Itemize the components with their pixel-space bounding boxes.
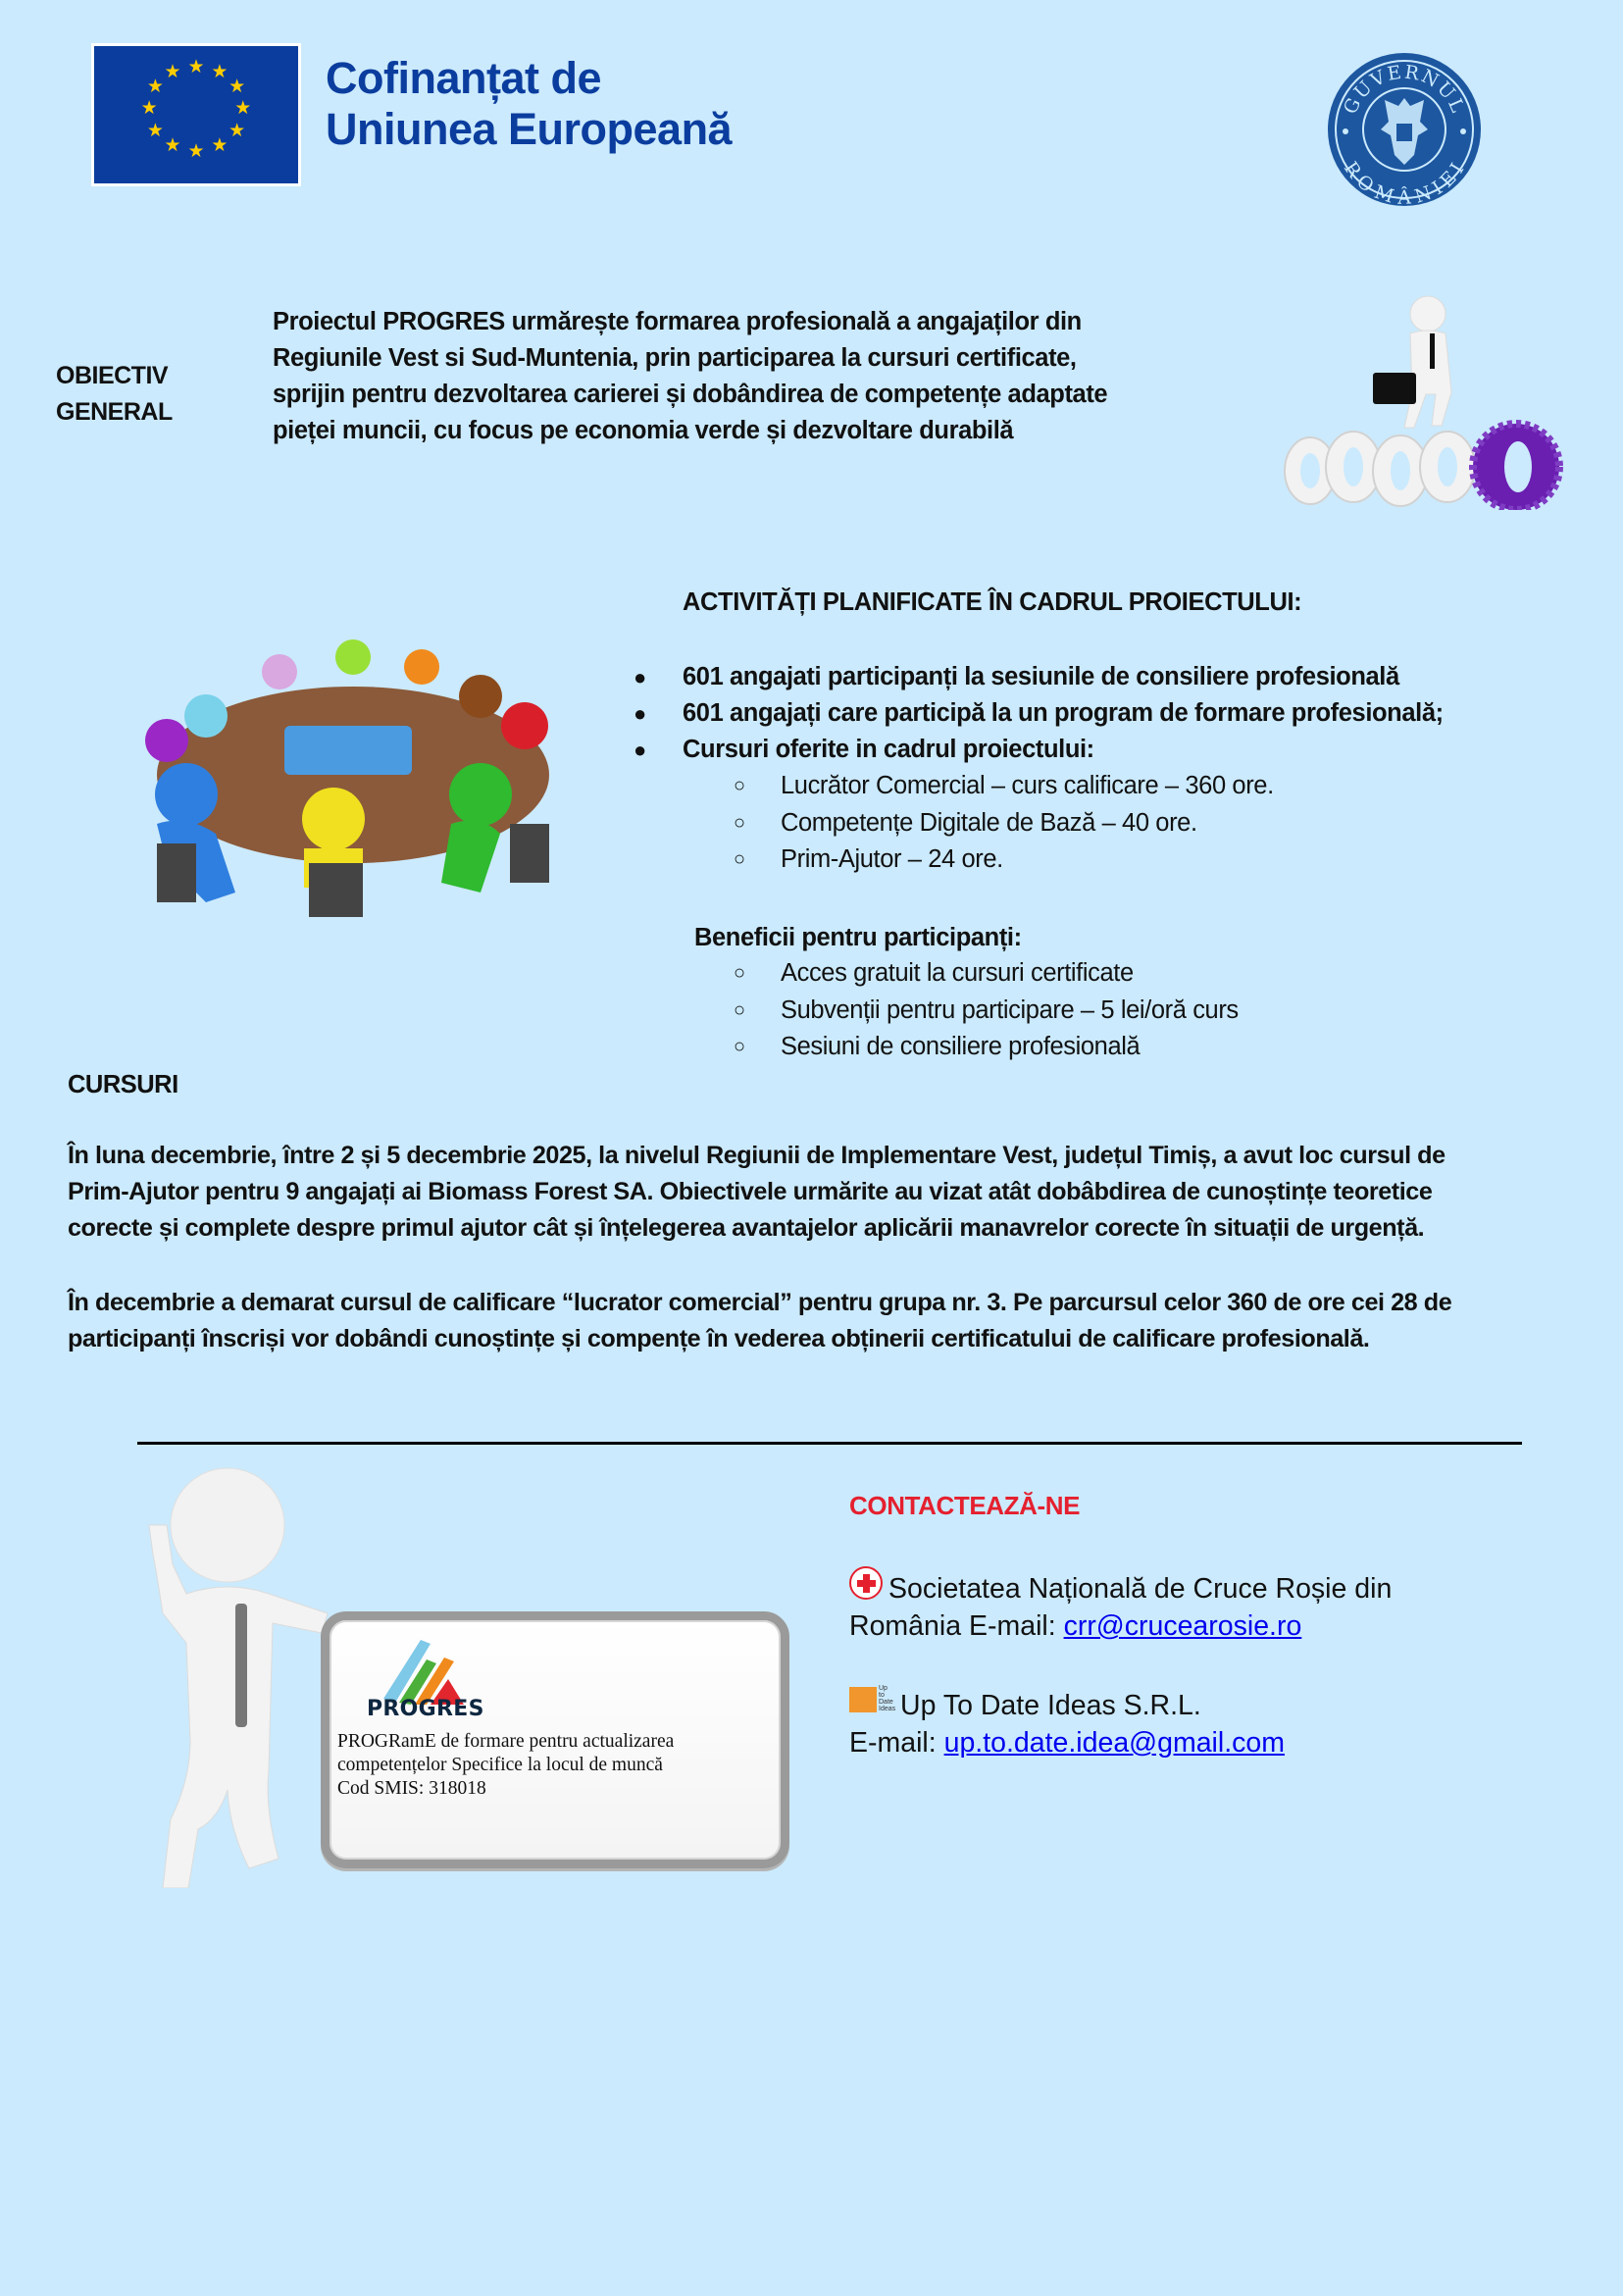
course-item [628,805,1569,842]
star-icon: ★ [228,77,246,97]
star-icon: ★ [234,98,252,120]
objective-line: Regiunile Vest si Sud-Muntenia, prin participarea la cursuri certificate, [273,344,1077,372]
circle-bullet-icon: ○ [734,962,745,984]
star-icon: ★ [140,98,158,120]
benefit-item [628,1029,1510,1066]
benefit-item [628,955,1510,993]
activity-text: Cursuri oferite in cadrul proiectului: [683,736,1094,763]
objective-label-line2: GENERAL [56,398,173,426]
svg-text:GUVERNUL: GUVERNUL [1339,61,1470,118]
sign-line: competențelor Specifice la locul de muncă [337,1755,663,1775]
smis-code: Cod SMIS: 318018 [337,1778,486,1799]
activity-item [628,659,1569,695]
cofinantat-line1: Cofinanțat de [326,53,601,103]
star-icon: ★ [164,62,181,83]
star-icon: ★ [187,57,205,78]
contact-up-to-date-ideas [849,1685,1536,1761]
course-text: Lucrător Comercial – curs calificare – 360 ore. [781,772,1274,799]
figure-leaning-illustration [137,1456,333,1888]
bullet-icon: ● [634,665,646,689]
objective-text [273,304,1234,449]
contact-red-cross [849,1566,1536,1645]
circle-bullet-icon: ○ [734,811,745,834]
activity-item [628,695,1569,732]
contact-title: CONTACTEAZĂ-NE [849,1491,1081,1520]
star-icon: ★ [187,140,205,162]
sign-text [337,1730,788,1801]
paragraph-line: În luna decembrie, între 2 și 5 decembrie 2025, la nivelul Regiunii de Implementare Vest, județul Timiș, a avut loc cursul de [68,1142,1445,1169]
bullet-icon: ● [634,738,646,762]
cursuri-paragraph-1 [68,1138,1607,1247]
activities-list [628,659,1569,879]
circle-bullet-icon: ○ [734,848,745,870]
benefit-text: Acces gratuit la cursuri certificate [781,959,1134,987]
benefit-text: Subvenții pentru participare – 5 lei/oră curs [781,995,1239,1024]
red-cross-email-link[interactable]: crr@crucearosie.ro [1063,1610,1302,1642]
circle-bullet-icon: ○ [734,775,745,796]
star-icon: ★ [146,77,164,97]
benefit-text: Sesiuni de consiliere profesională [781,1033,1141,1060]
org-name-email-label: România E-mail: [849,1610,1064,1642]
star-icon: ★ [211,135,228,157]
objective-line: Proiectul PROGRES urmărește formarea profesională a angajaților din [273,308,1082,335]
circle-bullet-icon: ○ [734,1036,745,1057]
cofinantat-title [326,53,732,155]
course-text: Competențe Digitale de Bază – 40 ore. [781,808,1197,837]
svg-text:ROMÂNIEI: ROMÂNIEI [1339,158,1470,208]
guvernul-romaniei-seal-icon [1326,51,1483,208]
org-name: Up To Date Ideas S.R.L. [900,1690,1201,1721]
cursuri-label: CURSURI [68,1071,178,1098]
up-to-date-ideas-logo-icon [849,1685,896,1714]
paragraph-line: corecte și complete despre primul ajutor cât și înțelegerea avantajelor aplicării manavrelor corecte în situații de urgență. [68,1214,1425,1242]
businessman-gears-illustration [1275,275,1589,510]
star-icon: ★ [164,135,181,157]
objective-label-line1: OBIECTIV [56,362,169,389]
up-to-date-ideas-email-link[interactable]: up.to.date.idea@gmail.com [943,1727,1285,1759]
logo-square [849,1687,877,1712]
progres-sign [321,1611,789,1868]
red-cross-icon [849,1566,883,1600]
paragraph-line: Prim-Ajutor pentru 9 angajați ai Biomass Forest SA. Obiectivele urmărite au vizat atât dobâbdirea de cunoștințe teoretice [68,1178,1433,1205]
activities-title: ACTIVITĂȚI PLANIFICATE ÎN CADRUL PROIECTULUI: [683,588,1302,616]
paragraph-line: În decembrie a demarat cursul de calificare “lucrator comercial” pentru grupa nr. 3. Pe parcursul celor 360 de ore cei 28 de [68,1289,1452,1316]
star-icon: ★ [211,62,228,83]
horizontal-divider [137,1442,1522,1445]
activity-item [628,732,1569,768]
progres-logo-text: PROGRES [367,1697,484,1721]
course-item [628,768,1569,805]
bullet-icon: ● [634,701,646,726]
paragraph-line: participanți înscriși vor dobândi cunoștințe și compențe în vederea obținerii certificatului de calificare profesională. [68,1325,1370,1352]
objective-line: sprijin pentru dezvoltarea carierei și dobândirea de competențe adaptate [273,381,1108,408]
course-item [628,842,1569,879]
star-icon: ★ [228,120,246,141]
cofinantat-line2: Uniunea Europeană [326,104,733,154]
logo-text: Up to Date Ideas [879,1685,896,1712]
activity-text: 601 angajati participanți la sesiunile de consiliere profesională [683,663,1399,690]
circle-bullet-icon: ○ [734,998,745,1021]
course-text: Prim-Ajutor – 24 ore. [781,845,1003,873]
eu-flag-icon [94,46,298,183]
benefits-list [628,955,1510,1066]
sign-line: PROGRamE de formare pentru actualizarea [337,1731,675,1752]
email-label: E-mail: [849,1727,944,1759]
benefits-title: Beneficii pentru participanți: [694,924,1022,951]
objective-label [56,358,173,431]
objective-line: pieței muncii, cu focus pe economia verde și dezvoltare durabilă [273,417,1014,444]
org-name: Societatea Națională de Cruce Roșie din [888,1573,1393,1605]
benefit-item [628,993,1510,1030]
eu-flag-logo [91,43,301,186]
activity-text: 601 angajați care participă la un program de formare profesională; [683,699,1444,727]
team-puzzle-illustration [127,628,579,932]
cursuri-paragraph-2 [68,1285,1607,1357]
star-icon: ★ [146,120,164,141]
